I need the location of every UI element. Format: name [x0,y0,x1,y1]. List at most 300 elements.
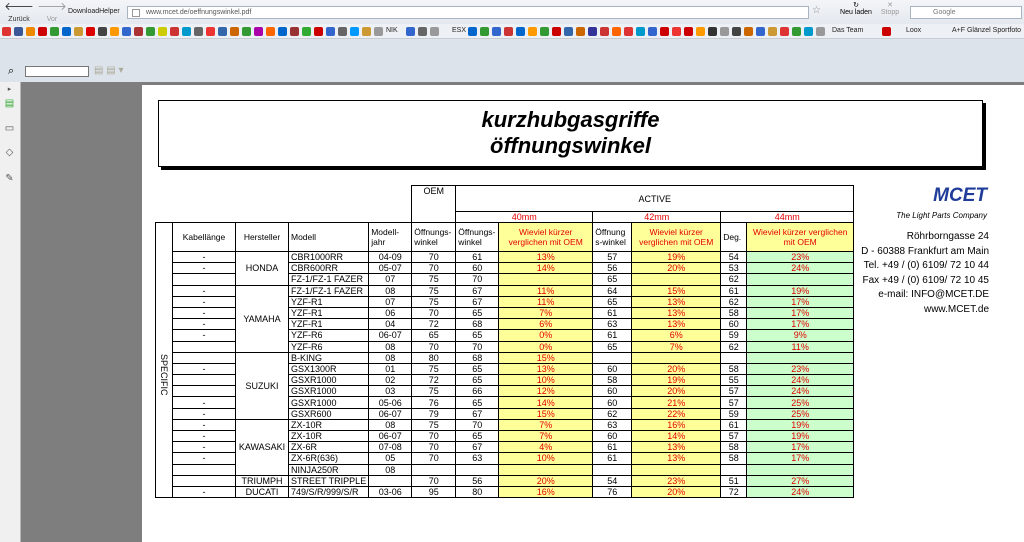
table-cell: CBR600RR [289,263,369,274]
size-40mm: 40mm [456,212,593,223]
bookmark-icon[interactable] [218,27,227,36]
bookmark-icon[interactable] [26,27,35,36]
table-cell: 56 [593,263,632,274]
bookmark-icon[interactable] [146,27,155,36]
bookmark-icon[interactable] [612,27,621,36]
bookmark-icon[interactable] [290,27,299,36]
table-cell: 24% [747,486,854,497]
table-cell: 70 [412,263,456,274]
bookmark-af-glaenzel[interactable]: A+F Glänzel Sportfoto [952,27,1022,34]
column-header: Kabellänge [173,223,236,252]
table-cell [499,464,593,475]
bookmark-icon[interactable] [648,27,657,36]
table-cell: 15% [499,408,593,419]
table-cell: 16% [632,419,721,430]
table-cell: 70 [456,341,499,352]
table-cell: 25% [747,408,854,419]
table-cell: 20% [632,386,721,397]
table-cell: 70 [412,341,456,352]
bookmark-icon[interactable] [110,27,119,36]
attachments-icon[interactable]: ▭ [4,123,15,134]
table-cell: YZF-R6 [289,341,369,352]
table-cell: 19% [747,419,854,430]
bookmark-icon[interactable] [816,27,825,36]
back-button[interactable]: 🡐 Zurück [2,2,36,23]
table-cell: - [173,431,236,442]
column-header: Wieviel kürzer verglichen mit OEM [632,223,721,252]
table-cell: 61 [593,442,632,453]
bookmark-icon[interactable] [660,27,669,36]
table-cell: 15% [499,352,593,363]
table-row [156,419,854,430]
table-cell: 54 [593,475,632,486]
address-bar[interactable]: www.mcet.de/oeffnungswinkel.pdf [127,6,809,19]
manufacturer-cell: SUZUKI [236,352,289,419]
table-cell: 65 [456,375,499,386]
bookmark-icon[interactable] [134,27,143,36]
table-cell: 07 [369,296,412,307]
table-cell: 65 [456,330,499,341]
manufacturer-cell: TRIUMPH [236,475,289,486]
bookmark-icon[interactable] [230,27,239,36]
table-cell: 08 [369,352,412,363]
bookmark-icon[interactable] [350,27,359,36]
table-cell: 61 [593,330,632,341]
table-cell: 79 [412,408,456,419]
table-cell: 11% [499,296,593,307]
table-cell: 75 [412,363,456,374]
table-cell: 4% [499,442,593,453]
table-cell: B-KING [289,352,369,363]
table-cell: 57 [721,386,747,397]
bookmark-nik[interactable]: NIK [386,27,398,34]
table-cell: GSXR1000 [289,397,369,408]
table-row [156,475,854,486]
table-row [156,486,854,497]
table-cell: 60 [593,431,632,442]
pdf-page [142,85,1024,542]
bookmark-icon[interactable] [374,27,383,36]
bookmark-icon[interactable] [430,27,439,36]
page-icon [132,9,140,17]
table-cell: 6% [632,330,721,341]
manufacturer-cell: KAWASAKI [236,419,289,475]
table-cell: 11% [747,341,854,352]
table-cell: 60 [721,319,747,330]
throttle-angle-table [155,185,854,498]
bookmark-icon[interactable] [636,27,645,36]
table-cell: 65 [412,330,456,341]
table-cell: 13% [632,307,721,318]
manufacturer-cell: YAMAHA [236,285,289,352]
arrow-left-icon: 🡐 [4,1,34,13]
table-cell [499,274,593,285]
specific-text: SPECIFIC [159,353,169,396]
table-cell: 60 [593,363,632,374]
table-cell: 08 [369,341,412,352]
column-header: Wieviel kürzer verglichen mit OEM [499,223,593,252]
table-cell: 72 [412,319,456,330]
edit-icon[interactable]: ✎ [5,173,14,184]
bookmark-icon[interactable] [302,27,311,36]
table-cell [632,352,721,363]
table-cell [747,274,854,285]
binoculars-icon[interactable]: ⌕ [8,65,15,77]
table-cell: 60 [456,263,499,274]
bookmark-icon[interactable] [406,27,415,36]
table-row [156,285,854,296]
table-cell: 65 [593,296,632,307]
table-cell [369,475,412,486]
table-cell [456,464,499,475]
stop-button[interactable]: ✕ Stopp [876,1,904,16]
bookmark-icon[interactable] [672,27,681,36]
table-cell: NINJA250R [289,464,369,475]
table-cell: - [173,330,236,341]
table-cell: 23% [632,475,721,486]
bookmark-icon[interactable] [468,27,477,36]
table-cell: 60 [593,397,632,408]
bookmark-icon[interactable] [86,27,95,36]
table-cell: 01 [369,363,412,374]
table-cell: 19% [747,431,854,442]
bookmark-icon[interactable] [242,27,251,36]
table-cell: 21% [632,397,721,408]
table-cell: - [173,263,236,274]
bookmark-icon[interactable] [576,27,585,36]
table-cell: 04-09 [369,252,412,263]
bookmark-icon[interactable] [804,27,813,36]
table-cell: ZX-10R [289,419,369,430]
table-cell: 67 [456,285,499,296]
table-cell [173,352,236,363]
column-header: Modell [289,223,369,252]
table-cell [173,475,236,486]
table-cell: 75 [412,274,456,285]
bookmark-icon[interactable] [768,27,777,36]
bookmark-icon[interactable] [480,27,489,36]
bookmark-icon[interactable] [528,27,537,36]
table-cell: 70 [456,419,499,430]
manufacturer-cell: HONDA [236,252,289,286]
bookmark-icon[interactable] [564,27,573,36]
table-cell [173,341,236,352]
address-line: Fax +49 / (0) 6109/ 72 10 45 [862,274,989,286]
bookmark-icon[interactable] [720,27,729,36]
bookmark-icon[interactable] [540,27,549,36]
arrow-right-icon: 🡒 [37,1,67,13]
table-cell: 70 [412,252,456,263]
table-cell [747,464,854,475]
table-cell: 13% [499,363,593,374]
table-cell: 68 [456,352,499,363]
table-cell: 25% [747,397,854,408]
table-cell: 06 [369,307,412,318]
bookmark-das-team[interactable]: Das Team [832,27,864,34]
bookmark-icon[interactable] [158,27,167,36]
table-cell: FZ-1/FZ-1 FAZER [289,285,369,296]
bookmark-icon[interactable] [684,27,693,36]
address-line: D - 60388 Frankfurt am Main [861,245,989,257]
table-cell: 15% [632,285,721,296]
size-42mm: 42mm [593,212,721,223]
table-cell: 61 [456,252,499,263]
table-cell [721,464,747,475]
table-cell: 62 [593,408,632,419]
oem-header: OEM [412,186,456,223]
bookmark-icon[interactable] [780,27,789,36]
bookmark-icon[interactable] [182,27,191,36]
bookmark-icon[interactable] [278,27,287,36]
column-header: Wieviel kürzer verglichen mit OEM [747,223,854,252]
table-cell: 0% [499,330,593,341]
table-cell: 59 [721,408,747,419]
table-cell: - [173,486,236,497]
table-cell: 17% [747,453,854,464]
table-cell: 05-07 [369,263,412,274]
table-cell: 17% [747,307,854,318]
bookmark-icon[interactable] [254,27,263,36]
address-line: www.MCET.de [923,303,989,315]
table-cell: 06-07 [369,330,412,341]
table-cell: 06-07 [369,431,412,442]
pdf-sidebar [0,82,21,542]
table-cell: 9% [747,330,854,341]
table-cell: 76 [593,486,632,497]
table-cell: 13% [632,453,721,464]
table-cell: 57 [721,431,747,442]
tag-icon[interactable]: ◇ [5,147,14,158]
size-44mm: 44mm [721,212,854,223]
table-cell: FZ-1/FZ-1 FAZER [289,274,369,285]
table-cell: 61 [721,419,747,430]
table-cell [412,464,456,475]
column-header: Hersteller [236,223,289,252]
bookmark-icon[interactable] [552,27,561,36]
table-cell: 62 [721,296,747,307]
table-cell: 05-06 [369,397,412,408]
table-cell: 70 [456,274,499,285]
table-cell: ZX-10R [289,431,369,442]
bookmark-icon[interactable] [492,27,501,36]
bookmark-icon[interactable] [194,27,203,36]
table-cell: 17% [747,442,854,453]
bookmark-icon[interactable] [2,27,11,36]
bookmark-icon[interactable] [14,27,23,36]
expand-icon[interactable]: ▸ [7,86,12,93]
table-cell: 72 [721,486,747,497]
bookmark-icon[interactable] [600,27,609,36]
table-cell: GSXR1000 [289,375,369,386]
column-header: Modell-jahr [369,223,412,252]
bookmark-icon[interactable] [98,27,107,36]
table-cell: 76 [412,397,456,408]
table-cell: 20% [632,486,721,497]
bookmark-icon[interactable] [624,27,633,36]
table-cell: 13% [499,252,593,263]
browser-toolbar [0,0,1024,24]
table-cell: 12% [499,386,593,397]
forward-button[interactable]: 🡒 Vor [35,2,69,23]
table-cell: 10% [499,375,593,386]
toolbar-tools-icon[interactable]: ▤ ▤ ▾ [94,65,124,76]
table-cell: 19% [747,285,854,296]
address-line: Tel. +49 / (0) 6109/ 72 10 44 [863,260,989,271]
table-cell: 65 [593,274,632,285]
bookmark-icon[interactable] [882,27,891,36]
table-cell: 80 [412,352,456,363]
table-cell: - [173,363,236,374]
brand-logo: MCET [933,185,987,206]
table-cell: 04 [369,319,412,330]
table-cell: ZX-6R(636) [289,453,369,464]
table-cell: 59 [721,330,747,341]
table-cell: - [173,307,236,318]
table-cell: 7% [499,307,593,318]
table-cell: 17% [747,319,854,330]
bookmark-icon[interactable] [418,27,427,36]
bookmark-icon[interactable] [516,27,525,36]
bookmark-icon[interactable] [732,27,741,36]
downloadhelper-button[interactable]: DownloadHelper [68,8,120,15]
table-cell: 75 [412,285,456,296]
table-cell: 67 [456,408,499,419]
bookmark-icon[interactable] [314,27,323,36]
table-cell: 19% [632,375,721,386]
table-cell [632,274,721,285]
specific-label [156,252,173,498]
table-cell: 63 [593,319,632,330]
bookmark-icon[interactable] [266,27,275,36]
table-cell: 51 [721,475,747,486]
table-cell: YZF-R1 [289,307,369,318]
table-cell: 14% [632,431,721,442]
table-cell: 70 [412,453,456,464]
table-cell: 70 [412,475,456,486]
table-cell: 75 [412,419,456,430]
bookmark-icon[interactable] [122,27,131,36]
page-subtitle: öffnungswinkel [490,133,651,158]
table-cell: - [173,419,236,430]
active-header: ACTIVE [456,186,854,212]
table-cell: 24% [747,375,854,386]
bookmark-icon[interactable] [696,27,705,36]
table-cell [173,375,236,386]
table-cell: 53 [721,263,747,274]
table-cell: 66 [456,386,499,397]
bookmark-esx[interactable]: ESX [452,27,467,34]
pages-icon[interactable]: ▤ [4,98,15,109]
table-cell: 65 [593,341,632,352]
table-cell: 65 [456,397,499,408]
table-cell: 22% [632,408,721,419]
table-cell: 58 [721,307,747,318]
table-cell: 62 [721,341,747,352]
pdf-toolbar [0,40,1024,82]
bookmark-icon[interactable] [170,27,179,36]
table-cell: GSX1300R [289,363,369,374]
table-cell: 70 [412,442,456,453]
table-cell: 13% [632,442,721,453]
bookmark-icon[interactable] [504,27,513,36]
table-cell: 08 [369,464,412,475]
reload-button[interactable]: ↻ Neu laden [836,1,876,16]
table-cell: 03-06 [369,486,412,497]
table-cell: 63 [593,419,632,430]
table-cell: - [173,285,236,296]
find-input[interactable] [25,66,89,77]
bookmark-icon[interactable] [50,27,59,36]
table-cell: 13% [632,296,721,307]
table-cell: 6% [499,319,593,330]
table-cell: 65 [456,363,499,374]
table-cell: 61 [593,307,632,318]
table-cell: - [173,408,236,419]
table-cell [632,464,721,475]
table-cell: 02 [369,375,412,386]
table-cell: ZX-6R [289,442,369,453]
table-cell: 54 [721,252,747,263]
table-cell: 23% [747,252,854,263]
bookmark-icon[interactable] [362,27,371,36]
bookmark-icon[interactable] [338,27,347,36]
table-cell: - [173,397,236,408]
bookmark-star-icon[interactable]: ☆ [812,5,821,16]
table-cell: 61 [593,453,632,464]
table-cell [173,274,236,285]
table-cell [173,386,236,397]
table-cell: YZF-R1 [289,296,369,307]
table-cell: 58 [721,363,747,374]
search-input[interactable]: Google [910,6,1022,19]
table-cell: 7% [499,431,593,442]
bookmark-icon[interactable] [62,27,71,36]
table-cell: 68 [456,319,499,330]
bookmark-icon[interactable] [206,27,215,36]
table-cell: GSXR600 [289,408,369,419]
bookmark-icon[interactable] [38,27,47,36]
table-cell: - [173,319,236,330]
bookmark-icon[interactable] [326,27,335,36]
bookmark-icon[interactable] [756,27,765,36]
table-cell: 7% [499,419,593,430]
bookmark-icon[interactable] [708,27,717,36]
table-cell [593,352,632,363]
bookmark-icon[interactable] [792,27,801,36]
table-cell: 58 [593,375,632,386]
table-cell: 75 [412,296,456,307]
table-cell: YZF-R1 [289,319,369,330]
table-cell: 67 [456,296,499,307]
table-cell [593,464,632,475]
bookmark-icon[interactable] [744,27,753,36]
bookmark-loox[interactable]: Loox [906,27,922,34]
table-row [156,352,854,363]
table-cell: 65 [456,431,499,442]
table-cell: 75 [412,386,456,397]
column-header: Öffnungs-winkel [412,223,456,252]
page-title: kurzhubgasgriffe [481,107,660,132]
table-cell: 65 [456,307,499,318]
table-cell: 08 [369,419,412,430]
table-cell: 62 [721,274,747,285]
table-cell: 55 [721,375,747,386]
table-cell: - [173,453,236,464]
bookmark-icon[interactable] [74,27,83,36]
table-cell [721,352,747,363]
column-header: Öffnung s-winkel [593,223,632,252]
bookmark-icon[interactable] [588,27,597,36]
